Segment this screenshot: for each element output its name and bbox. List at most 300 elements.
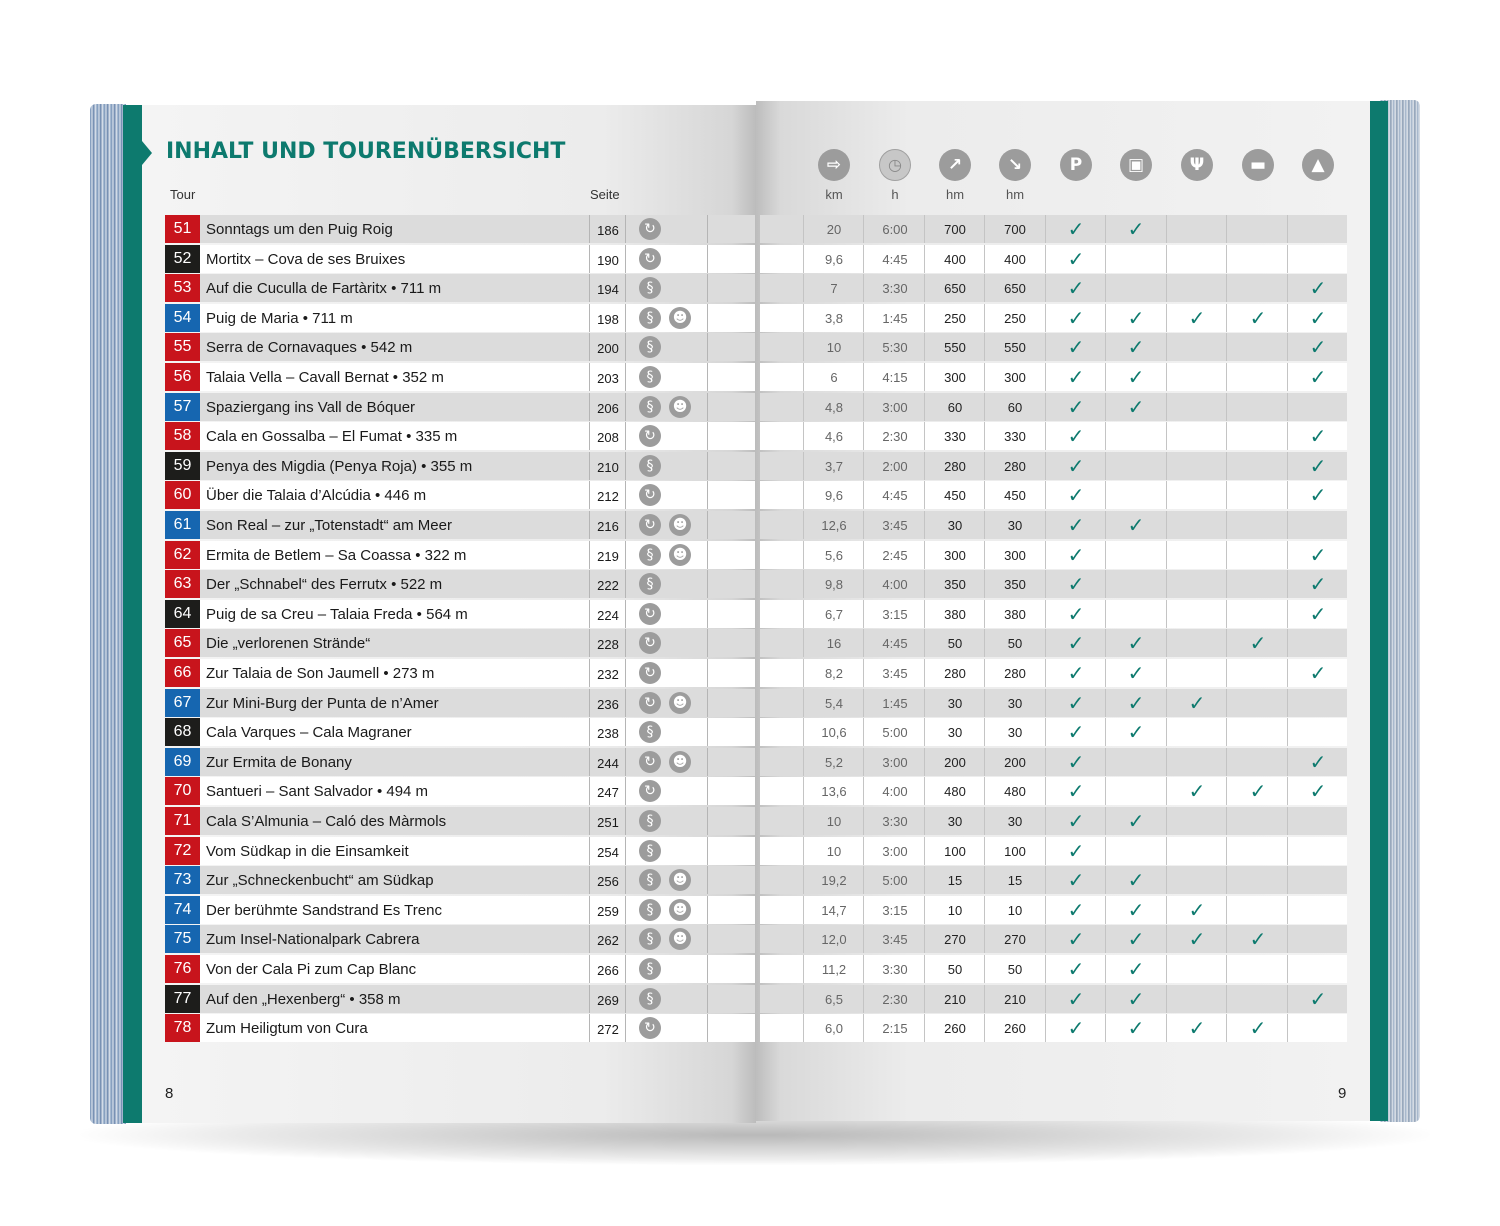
divider <box>1166 807 1167 835</box>
table-row <box>760 304 1347 332</box>
divider <box>803 422 804 450</box>
ascent-hm: 50 <box>947 962 963 977</box>
summit-check-icon: ✓ <box>1309 276 1327 300</box>
divider <box>924 689 925 717</box>
tour-number-badge: 73 <box>165 866 200 894</box>
divider <box>803 807 804 835</box>
divider <box>863 541 864 569</box>
family-friendly-icon: ☻ <box>669 396 691 418</box>
bus-check-icon: ✓ <box>1127 335 1145 359</box>
divider <box>1166 274 1167 302</box>
divider <box>863 925 864 953</box>
duration-h: 4:00 <box>882 784 908 799</box>
divider <box>1166 422 1167 450</box>
tour-page-number: 222 <box>597 578 619 593</box>
tour-page-number: 198 <box>597 312 619 327</box>
divider <box>1166 955 1167 983</box>
parking-check-icon: ✓ <box>1067 513 1085 537</box>
divider <box>707 333 708 361</box>
distance-km: 3,7 <box>824 459 844 474</box>
return-tour-icon: § <box>639 721 661 743</box>
divider <box>1166 718 1167 746</box>
duration-h: 3:45 <box>882 518 908 533</box>
table-row <box>165 748 755 776</box>
page-number-right: 9 <box>1338 1085 1347 1102</box>
return-tour-icon: § <box>639 869 661 891</box>
bus-check-icon: ✓ <box>1127 720 1145 744</box>
descent-hm: 450 <box>1004 488 1026 503</box>
tour-name: Santueri – Sant Salvador • 494 m <box>206 783 429 800</box>
ascent-hm: 280 <box>944 666 966 681</box>
ascent-hm: 450 <box>944 488 966 503</box>
tour-page-number: 266 <box>597 963 619 978</box>
table-row <box>165 777 755 805</box>
right-teal-border <box>1370 101 1388 1121</box>
tour-page-number: 269 <box>597 993 619 1008</box>
duration-h: 3:15 <box>882 607 908 622</box>
duration-h: 3:00 <box>882 755 908 770</box>
bus-check-icon: ✓ <box>1127 868 1145 892</box>
divider <box>625 274 626 302</box>
divider <box>984 837 985 865</box>
table-row <box>165 304 755 332</box>
distance-km: 20 <box>826 222 842 237</box>
loop-tour-icon: ↻ <box>639 751 661 773</box>
tour-number-badge: 58 <box>165 422 200 450</box>
divider <box>1166 866 1167 894</box>
accommodation-check-icon: ✓ <box>1249 306 1267 330</box>
restaurant-check-icon: ✓ <box>1188 927 1206 951</box>
ascent-hm: 280 <box>944 459 966 474</box>
table-row <box>165 481 755 509</box>
divider <box>984 689 985 717</box>
divider <box>984 422 985 450</box>
divider <box>984 955 985 983</box>
distance-km: 4,6 <box>824 429 844 444</box>
duration-h: 1:45 <box>882 696 908 711</box>
tour-number-badge: 74 <box>165 896 200 924</box>
divider <box>707 274 708 302</box>
bus-check-icon: ✓ <box>1127 661 1145 685</box>
divider <box>625 629 626 657</box>
descent-hm: 200 <box>1004 755 1026 770</box>
table-row <box>165 452 755 480</box>
divider <box>1166 570 1167 598</box>
distance-km: 11,2 <box>821 962 847 977</box>
divider <box>803 541 804 569</box>
divider <box>1287 689 1288 717</box>
unit-label-hm: hm <box>945 187 965 202</box>
parking-check-icon: ✓ <box>1067 483 1085 507</box>
parking-check-icon: ✓ <box>1067 898 1085 922</box>
divider <box>863 215 864 243</box>
table-row <box>165 570 755 598</box>
table-row <box>760 274 1347 302</box>
divider <box>863 570 864 598</box>
table-row <box>760 955 1347 983</box>
table-row <box>165 689 755 717</box>
divider <box>803 481 804 509</box>
family-friendly-icon: ☻ <box>669 869 691 891</box>
tour-name: Über die Talaia d’Alcúdia • 446 m <box>206 487 427 504</box>
descent-hm: 100 <box>1004 844 1026 859</box>
return-tour-icon: § <box>639 573 661 595</box>
parking-check-icon: ✓ <box>1067 247 1085 271</box>
divider <box>803 689 804 717</box>
summit-check-icon: ✓ <box>1309 602 1327 626</box>
tour-name: Talaia Vella – Cavall Bernat • 352 m <box>206 369 444 386</box>
table-row <box>165 422 755 450</box>
duration-h: 5:00 <box>882 873 908 888</box>
ascent-hm: 400 <box>944 252 966 267</box>
bus-check-icon: ✓ <box>1127 691 1145 715</box>
divider <box>863 393 864 421</box>
divider <box>984 245 985 273</box>
divider <box>707 422 708 450</box>
distance-km: 10,6 <box>821 725 847 740</box>
return-tour-icon: § <box>639 840 661 862</box>
divider <box>803 511 804 539</box>
divider <box>984 985 985 1013</box>
summit-check-icon: ✓ <box>1309 543 1327 567</box>
divider <box>625 363 626 391</box>
table-row <box>760 600 1347 628</box>
divider <box>984 866 985 894</box>
summit-check-icon: ✓ <box>1309 750 1327 774</box>
divider <box>707 215 708 243</box>
tour-page-number: 272 <box>597 1022 619 1037</box>
descent-hm: 350 <box>1004 577 1026 592</box>
table-row <box>760 659 1347 687</box>
divider <box>625 511 626 539</box>
divider <box>863 245 864 273</box>
divider <box>803 659 804 687</box>
divider <box>863 837 864 865</box>
parking-check-icon: ✓ <box>1067 868 1085 892</box>
divider <box>924 866 925 894</box>
divider <box>863 452 864 480</box>
table-row <box>760 837 1347 865</box>
distance-km: 3,8 <box>824 311 844 326</box>
divider <box>1166 333 1167 361</box>
divider <box>1226 215 1227 243</box>
tour-number-badge: 59 <box>165 452 200 480</box>
summit-check-icon: ✓ <box>1309 365 1327 389</box>
tour-number-badge: 66 <box>165 659 200 687</box>
descent-hm: 10 <box>1007 903 1023 918</box>
duration-h: 4:45 <box>882 252 908 267</box>
loop-tour-icon: ↻ <box>639 603 661 625</box>
summit-icon: ▲ <box>1302 149 1334 181</box>
divider <box>707 896 708 924</box>
divider <box>625 245 626 273</box>
divider <box>924 896 925 924</box>
descent-hm: 400 <box>1004 252 1026 267</box>
restaurant-check-icon: ✓ <box>1188 779 1206 803</box>
loop-tour-icon: ↻ <box>639 484 661 506</box>
divider <box>984 1014 985 1042</box>
tour-name: Son Real – zur „Totenstadt“ am Meer <box>206 517 452 534</box>
return-tour-icon: § <box>639 810 661 832</box>
divider <box>803 777 804 805</box>
table-row <box>165 896 755 924</box>
return-tour-icon: § <box>639 544 661 566</box>
divider <box>1226 807 1227 835</box>
unit-label-km: km <box>825 187 843 202</box>
tour-number-badge: 67 <box>165 689 200 717</box>
divider <box>924 659 925 687</box>
divider <box>1226 245 1227 273</box>
divider <box>625 422 626 450</box>
family-friendly-icon: ☻ <box>669 544 691 566</box>
divider <box>707 304 708 332</box>
bus-check-icon: ✓ <box>1127 957 1145 981</box>
table-row <box>760 748 1347 776</box>
tour-page-number: 216 <box>597 519 619 534</box>
distance-km: 6,5 <box>824 992 844 1007</box>
duration-h: 3:00 <box>882 400 908 415</box>
table-row <box>760 807 1347 835</box>
divider <box>803 748 804 776</box>
tour-name: Penya des Migdia (Penya Roja) • 355 m <box>206 458 473 475</box>
accommodation-check-icon: ✓ <box>1249 631 1267 655</box>
loop-tour-icon: ↻ <box>639 425 661 447</box>
tour-page-number: 203 <box>597 371 619 386</box>
ascent-hm: 480 <box>944 784 966 799</box>
duration-h: 3:30 <box>882 962 908 977</box>
table-row <box>760 333 1347 361</box>
tour-name: Der „Schnabel“ des Ferrutx • 522 m <box>206 576 443 593</box>
divider <box>625 333 626 361</box>
ascent-hm: 700 <box>944 222 966 237</box>
tour-page-number: 224 <box>597 608 619 623</box>
divider <box>984 481 985 509</box>
descent-hm: 30 <box>1007 696 1023 711</box>
table-row <box>165 807 755 835</box>
distance-km: 6,0 <box>824 1021 844 1036</box>
divider <box>863 896 864 924</box>
divider <box>1226 511 1227 539</box>
parking-check-icon: ✓ <box>1067 809 1085 833</box>
tour-page-number: 247 <box>597 785 619 800</box>
divider <box>984 333 985 361</box>
tour-number-badge: 65 <box>165 629 200 657</box>
divider <box>625 452 626 480</box>
table-row <box>165 1014 755 1042</box>
divider <box>924 629 925 657</box>
ascent-hm: 210 <box>944 992 966 1007</box>
parking-check-icon: ✓ <box>1067 779 1085 803</box>
tour-page-number: 262 <box>597 933 619 948</box>
family-friendly-icon: ☻ <box>669 899 691 921</box>
descent-hm: 270 <box>1004 932 1026 947</box>
divider <box>984 807 985 835</box>
divider <box>1166 452 1167 480</box>
parking-check-icon: ✓ <box>1067 631 1085 655</box>
divider <box>924 215 925 243</box>
divider <box>984 274 985 302</box>
summit-check-icon: ✓ <box>1309 483 1327 507</box>
descent-icon: ↘ <box>999 149 1031 181</box>
descent-hm: 50 <box>1007 962 1023 977</box>
tour-name: Auf die Cuculla de Fartàritx • 711 m <box>206 280 442 297</box>
table-row <box>760 422 1347 450</box>
tour-page-number: 244 <box>597 756 619 771</box>
parking-check-icon: ✓ <box>1067 750 1085 774</box>
left-teal-border <box>123 105 142 1123</box>
table-row <box>760 866 1347 894</box>
divider <box>1226 541 1227 569</box>
divider <box>863 363 864 391</box>
bus-check-icon: ✓ <box>1127 217 1145 241</box>
divider <box>1287 896 1288 924</box>
tour-name: Von der Cala Pi zum Cap Blanc <box>206 961 417 978</box>
ascent-hm: 250 <box>944 311 966 326</box>
table-row <box>165 629 755 657</box>
table-row <box>760 511 1347 539</box>
duration-h: 5:00 <box>882 725 908 740</box>
ascent-hm: 300 <box>944 548 966 563</box>
ascent-hm: 10 <box>947 903 963 918</box>
divider <box>707 511 708 539</box>
tour-name: Ermita de Betlem – Sa Coassa • 322 m <box>206 547 467 564</box>
divider <box>1166 511 1167 539</box>
divider <box>625 689 626 717</box>
divider <box>707 807 708 835</box>
tour-page-number: 254 <box>597 845 619 860</box>
unit-label-hm: hm <box>1005 187 1025 202</box>
divider <box>1166 600 1167 628</box>
ascent-hm: 50 <box>947 636 963 651</box>
loop-tour-icon: ↻ <box>639 632 661 654</box>
divider <box>863 689 864 717</box>
divider <box>625 481 626 509</box>
table-row <box>165 866 755 894</box>
summit-check-icon: ✓ <box>1309 572 1327 596</box>
parking-check-icon: ✓ <box>1067 335 1085 359</box>
duration-h: 3:30 <box>882 281 908 296</box>
loop-tour-icon: ↻ <box>639 662 661 684</box>
divider <box>707 393 708 421</box>
table-row <box>760 245 1347 273</box>
parking-check-icon: ✓ <box>1067 602 1085 626</box>
bus-check-icon: ✓ <box>1127 809 1145 833</box>
divider <box>863 600 864 628</box>
return-tour-icon: § <box>639 958 661 980</box>
parking-check-icon: ✓ <box>1067 691 1085 715</box>
tour-name: Puig de sa Creu – Talaia Freda • 564 m <box>206 606 468 623</box>
descent-hm: 650 <box>1004 281 1026 296</box>
tour-number-badge: 52 <box>165 245 200 273</box>
divider <box>707 481 708 509</box>
table-row <box>165 985 755 1013</box>
tour-number-badge: 72 <box>165 837 200 865</box>
parking-check-icon: ✓ <box>1067 454 1085 478</box>
divider <box>1166 215 1167 243</box>
divider <box>924 363 925 391</box>
distance-km: 16 <box>826 636 842 651</box>
ascent-hm: 270 <box>944 932 966 947</box>
duration-h: 1:45 <box>882 311 908 326</box>
divider <box>863 333 864 361</box>
descent-hm: 280 <box>1004 459 1026 474</box>
duration-h: 2:45 <box>882 548 908 563</box>
loop-tour-icon: ↻ <box>639 692 661 714</box>
summit-check-icon: ✓ <box>1309 987 1327 1011</box>
bus-check-icon: ✓ <box>1127 1016 1145 1040</box>
restaurant-check-icon: ✓ <box>1188 898 1206 922</box>
tour-name: Zur Ermita de Bonany <box>206 754 352 771</box>
divider <box>1226 866 1227 894</box>
divider <box>1287 955 1288 983</box>
divider <box>1226 600 1227 628</box>
return-tour-icon: § <box>639 988 661 1010</box>
distance-km: 7 <box>830 281 838 296</box>
table-row <box>165 245 755 273</box>
family-friendly-icon: ☻ <box>669 692 691 714</box>
restaurant-icon: Ψ <box>1181 149 1213 181</box>
divider <box>803 333 804 361</box>
distance-km: 13,6 <box>821 784 847 799</box>
summit-check-icon: ✓ <box>1309 424 1327 448</box>
duration-h: 4:00 <box>882 577 908 592</box>
bus-check-icon: ✓ <box>1127 898 1145 922</box>
divider <box>625 985 626 1013</box>
tour-page-number: 219 <box>597 549 619 564</box>
duration-h: 2:30 <box>882 992 908 1007</box>
distance-km: 19,2 <box>821 873 847 888</box>
bus-check-icon: ✓ <box>1127 927 1145 951</box>
bus-check-icon: ✓ <box>1127 306 1145 330</box>
tour-name: Spaziergang ins Vall de Bóquer <box>206 399 416 416</box>
tour-number-badge: 78 <box>165 1014 200 1042</box>
ascent-hm: 30 <box>947 518 963 533</box>
duration-h: 2:00 <box>882 459 908 474</box>
divider <box>625 955 626 983</box>
divider <box>924 393 925 421</box>
descent-hm: 210 <box>1004 992 1026 1007</box>
divider <box>803 600 804 628</box>
divider <box>1287 393 1288 421</box>
return-tour-icon: § <box>639 899 661 921</box>
bus-icon: ▣ <box>1120 149 1152 181</box>
parking-check-icon: ✓ <box>1067 720 1085 744</box>
parking-check-icon: ✓ <box>1067 306 1085 330</box>
distance-km: 14,7 <box>821 903 847 918</box>
parking-check-icon: ✓ <box>1067 395 1085 419</box>
divider <box>924 600 925 628</box>
divider <box>707 1014 708 1042</box>
divider <box>984 511 985 539</box>
parking-check-icon: ✓ <box>1067 927 1085 951</box>
divider <box>707 955 708 983</box>
divider <box>707 777 708 805</box>
tour-name: Cala Varques – Cala Magraner <box>206 724 412 741</box>
divider <box>1166 481 1167 509</box>
divider <box>863 718 864 746</box>
title-marker-icon <box>142 141 152 165</box>
return-tour-icon: § <box>639 336 661 358</box>
divider <box>625 866 626 894</box>
ascent-hm: 60 <box>947 400 963 415</box>
table-row <box>760 570 1347 598</box>
divider <box>1166 837 1167 865</box>
table-row <box>165 955 755 983</box>
divider <box>924 777 925 805</box>
descent-hm: 380 <box>1004 607 1026 622</box>
divider <box>625 925 626 953</box>
table-row <box>760 393 1347 421</box>
